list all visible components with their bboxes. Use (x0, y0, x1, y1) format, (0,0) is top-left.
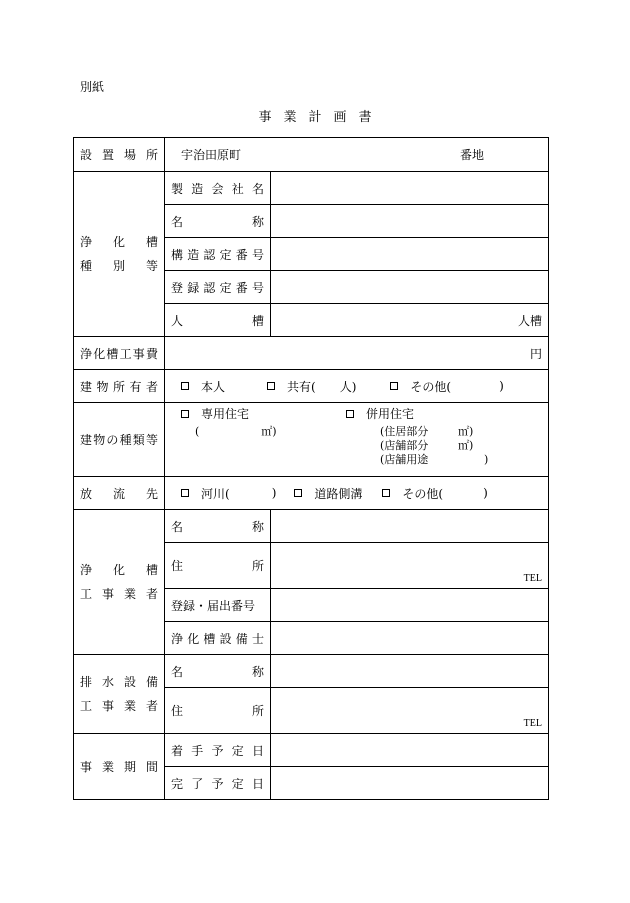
tank-contractor-row-1 (74, 510, 549, 543)
discharge-other-label: その他( (402, 486, 444, 501)
drain-contractor-address-label: 住所 (165, 688, 271, 734)
discharge-row (74, 477, 549, 510)
river-label: 河川( (201, 486, 230, 501)
roadside-ditch-label: 道路側溝 (314, 486, 363, 501)
shop-label: (店舗部分 (380, 439, 429, 452)
owner-other-label: その他( (410, 379, 452, 394)
tank-contractor-address-field[interactable] (271, 543, 549, 589)
start-date-field[interactable] (271, 734, 549, 767)
tank-contractor-address-label: 住所 (165, 543, 271, 589)
tank-name-label: 名称 (165, 205, 271, 238)
owner-self-checkbox[interactable] (181, 382, 189, 390)
drain-contractor-address-field[interactable] (271, 688, 549, 734)
structure-cert-field[interactable] (271, 238, 549, 271)
river-checkbox[interactable] (181, 489, 189, 497)
schedule-row-1 (74, 734, 549, 767)
owner-label: 建物所有者 (74, 370, 165, 403)
construction-cost-field[interactable] (165, 337, 549, 370)
river-close: ) (271, 486, 277, 500)
manufacturer-label: 製造会社名 (165, 172, 271, 205)
start-date-label: 着手予定日 (165, 734, 271, 767)
location-field[interactable] (165, 138, 549, 172)
owner-options (165, 370, 549, 403)
tank-type-label: 浄化槽 種別等 (74, 172, 165, 337)
drain-contractor-tel-label: TEL (523, 718, 542, 729)
tank-contractor-name-label: 名称 (165, 510, 271, 543)
schedule-label: 事業期間 (74, 734, 165, 800)
dedicated-housing-label: 専用住宅 (201, 407, 250, 421)
discharge-options (165, 477, 549, 510)
tank-contractor-registration-field[interactable] (271, 589, 549, 622)
dedicated-housing-checkbox[interactable] (181, 410, 189, 418)
capacity-label: 人槽 (165, 304, 271, 337)
drain-contractor-name-label: 名称 (165, 655, 271, 688)
location-suffix: 番地 (459, 148, 484, 162)
shop-unit: ㎡) (458, 439, 474, 452)
mixed-use-label: 併用住宅 (366, 407, 415, 421)
completion-date-label: 完了予定日 (165, 767, 271, 800)
tank-engineer-field[interactable] (271, 622, 549, 655)
completion-date-field[interactable] (271, 767, 549, 800)
owner-other-close: ) (499, 379, 504, 393)
discharge-other-close: ) (483, 486, 488, 500)
building-type-options (165, 403, 549, 477)
discharge-other-checkbox[interactable] (382, 489, 390, 497)
residential-unit: ㎡) (458, 425, 474, 438)
drain-contractor-row-1 (74, 655, 549, 688)
registration-cert-label: 登録認定番号 (165, 271, 271, 304)
tank-contractor-tel-label: TEL (523, 573, 542, 584)
building-type-label: 建物の種類等 (74, 403, 165, 477)
discharge-label: 放流先 (74, 477, 165, 510)
owner-shared-label: 共有( (287, 379, 316, 394)
drain-contractor-label: 排水設備 工事業者 (74, 655, 165, 734)
construction-cost-row (74, 337, 549, 370)
drain-contractor-name-field[interactable] (271, 655, 549, 688)
tank-contractor-name-field[interactable] (271, 510, 549, 543)
registration-cert-field[interactable] (271, 271, 549, 304)
owner-shared-checkbox[interactable] (267, 382, 275, 390)
mixed-use-checkbox[interactable] (346, 410, 354, 418)
manufacturer-field[interactable] (271, 172, 549, 205)
location-row (74, 138, 549, 172)
owner-shared-count-label: 人) (339, 379, 357, 394)
annex-label: 別紙 (80, 80, 105, 94)
owner-other-checkbox[interactable] (390, 382, 398, 390)
tank-type-row-1 (74, 172, 549, 205)
shop-use-close: ) (484, 453, 489, 466)
tank-name-field[interactable] (271, 205, 549, 238)
construction-cost-label: 浄化槽工事費 (74, 337, 165, 370)
owner-row (74, 370, 549, 403)
capacity-unit: 人槽 (517, 313, 542, 328)
tank-contractor-registration-label: 登録・届出番号 (165, 589, 271, 622)
tank-contractor-label: 浄化槽 工事業者 (74, 510, 165, 655)
business-plan-form (73, 137, 549, 800)
location-label: 設置場所 (74, 138, 165, 172)
page-title: 事業計画書 (258, 110, 384, 125)
area-unit: ㎡) (261, 425, 277, 438)
building-type-row (74, 403, 549, 477)
residential-label: (住居部分 (380, 425, 429, 438)
construction-cost-unit: 円 (529, 346, 542, 361)
shop-use-label: (店舗用途 (380, 453, 429, 466)
roadside-ditch-checkbox[interactable] (294, 489, 302, 497)
location-value: 宇治田原町 (181, 148, 242, 162)
capacity-field[interactable] (271, 304, 549, 337)
structure-cert-label: 構造認定番号 (165, 238, 271, 271)
owner-self-label: 本人 (201, 379, 226, 394)
area-open: ( (195, 425, 200, 438)
tank-engineer-label: 浄化槽設備士 (165, 622, 271, 655)
